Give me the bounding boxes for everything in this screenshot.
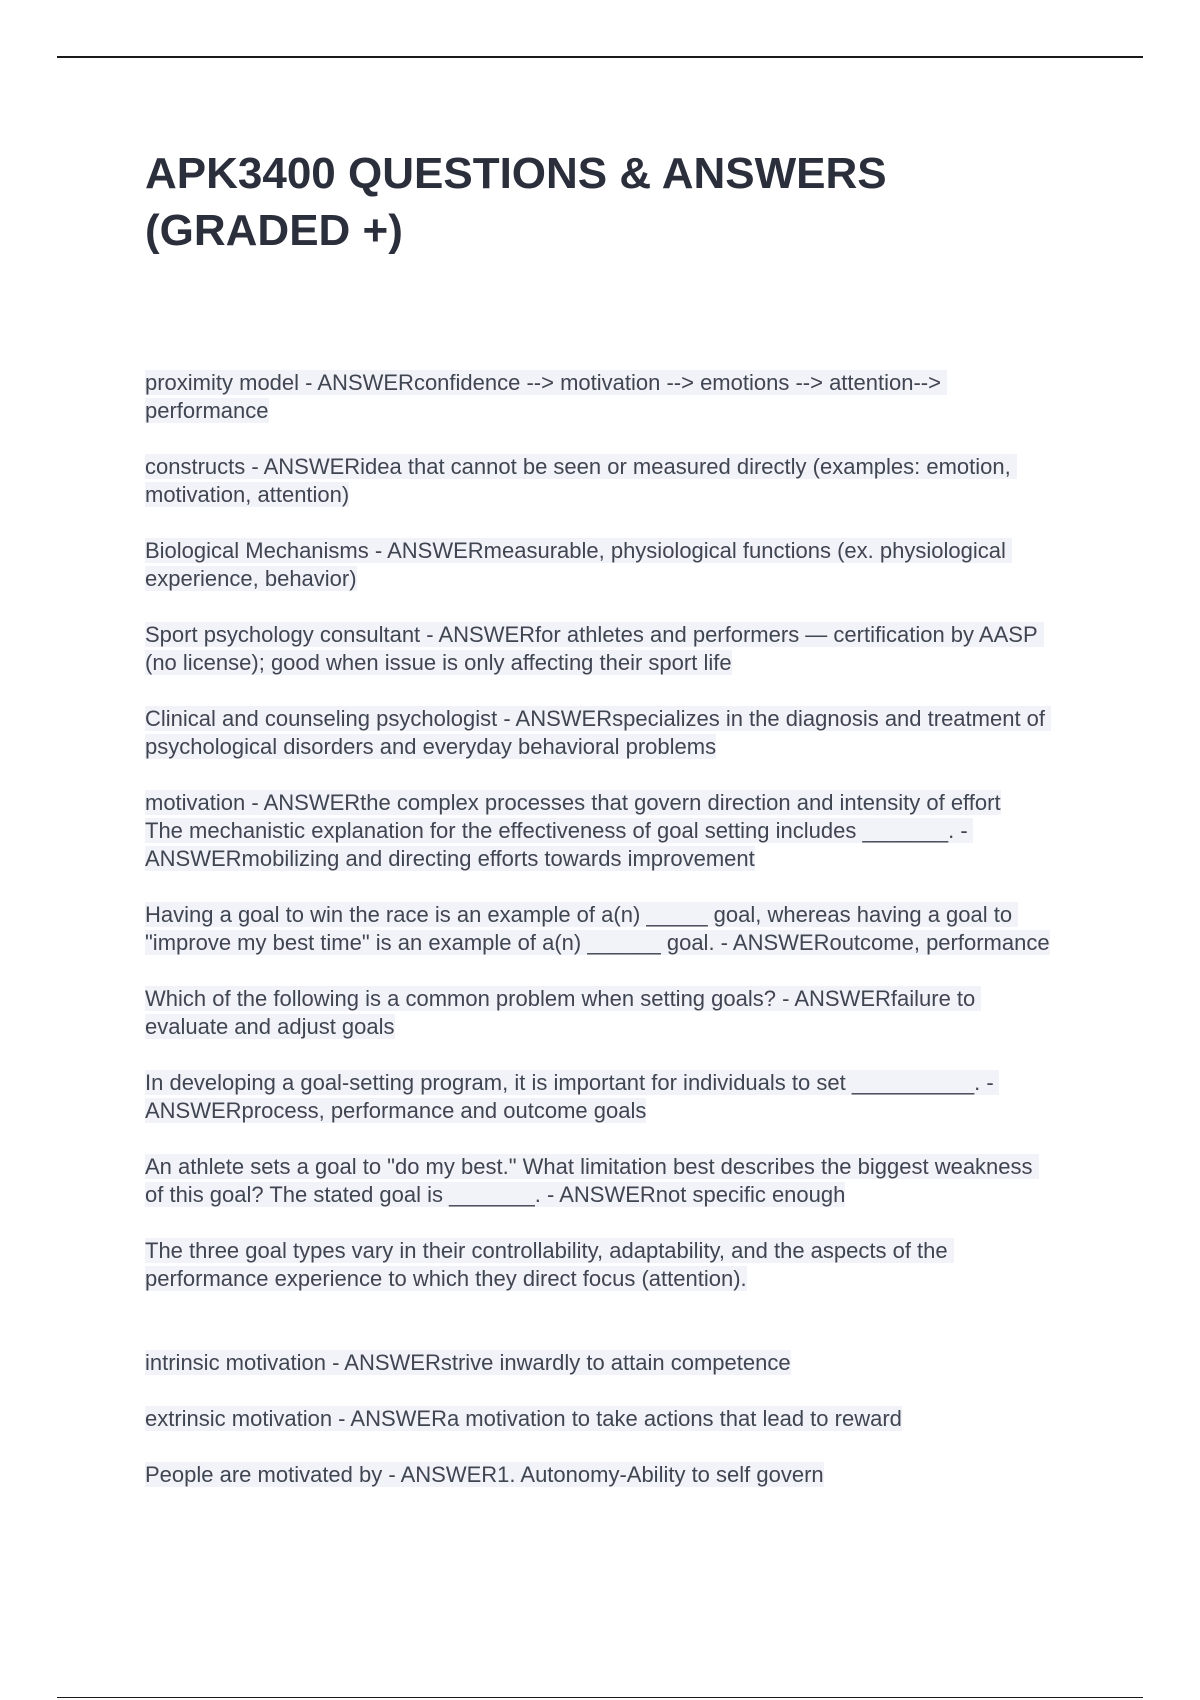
document-title: [145, 145, 1055, 259]
qa-item: Biological Mechanisms - ANSWERmeasurable, physiological functions (ex. physiological experience, behavior): [145, 538, 1012, 591]
qa-item: extrinsic motivation - ANSWERa motivation to take actions that lead to reward: [145, 1406, 902, 1431]
title-line-2: (GRADED +): [145, 206, 403, 255]
qa-item: Which of the following is a common problem when setting goals? - ANSWERfailure to evaluate and adjust goals: [145, 986, 982, 1039]
bottom-rule: [57, 1697, 1143, 1698]
document-body: [145, 145, 1055, 1517]
qa-item: proximity model - ANSWERconfidence --> motivation --> emotions --> attention--> performance: [145, 370, 948, 423]
qa-item: Having a goal to win the race is an example of a(n) _____ goal, whereas having a goal to "improve my best time" is an example of a(n) ______ goal. - ANSWERoutcome, performance: [145, 902, 1050, 955]
qa-item: constructs - ANSWERidea that cannot be seen or measured directly (examples: emotion, motivation, attention): [145, 454, 1017, 507]
qa-item: motivation - ANSWERthe complex processes that govern direction and intensity of effort: [145, 790, 1001, 815]
qa-item: An athlete sets a goal to "do my best." What limitation best describes the biggest weakness of this goal? The stated goal is _______. - ANSWERnot specific enough: [145, 1154, 1039, 1207]
title-line-1: APK3400 QUESTIONS & ANSWERS: [145, 149, 887, 198]
qa-item: The mechanistic explanation for the effectiveness of goal setting includes _______. - ANSWERmobilizing and directing efforts towards improvement: [145, 818, 973, 871]
qa-item: The three goal types vary in their controllability, adaptability, and the aspects of the performance experience to which they direct focus (attention).: [145, 1238, 954, 1291]
qa-item: In developing a goal-setting program, it is important for individuals to set __________. - ANSWERprocess, performance and outcome goals: [145, 1070, 999, 1123]
qa-item: intrinsic motivation - ANSWERstrive inwardly to attain competence: [145, 1350, 791, 1375]
qa-item: Sport psychology consultant - ANSWERfor athletes and performers — certification by AASP (no license); good when issue is only affecting their sport life: [145, 622, 1044, 675]
qa-list: [145, 369, 1055, 1489]
qa-item: Clinical and counseling psychologist - ANSWERspecializes in the diagnosis and treatment of psychological disorders and everyday behavioral problems: [145, 706, 1052, 759]
qa-item: People are motivated by - ANSWER1. Autonomy-Ability to self govern: [145, 1462, 824, 1487]
top-rule: [57, 56, 1143, 58]
